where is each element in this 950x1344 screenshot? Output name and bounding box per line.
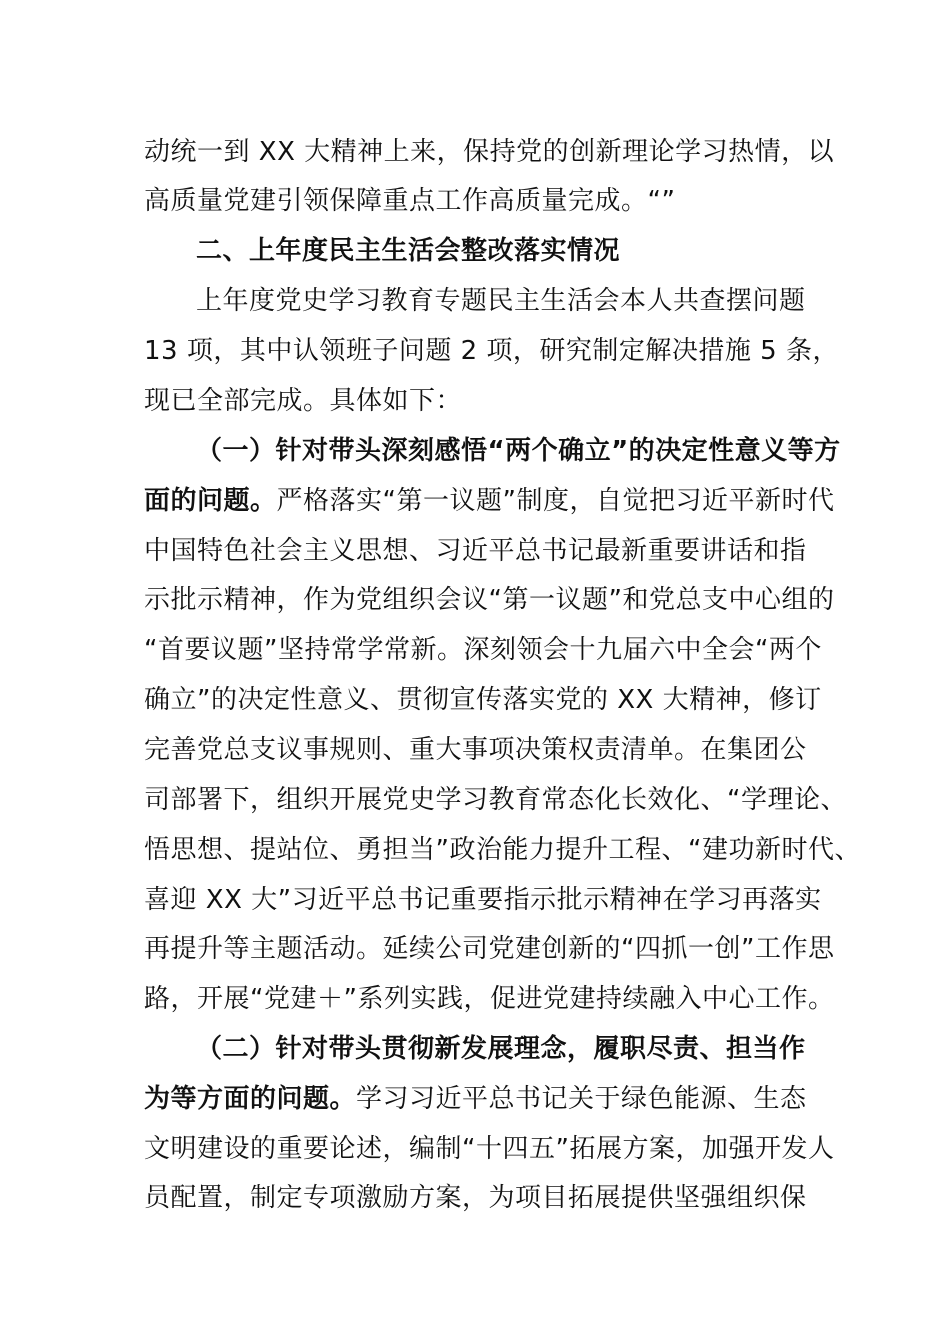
subsection-heading: （一）针对带头深刻感悟“两个确立”的决定性意义等方 <box>196 436 841 466</box>
body-text-line: 员配置，制定专项激励方案，为项目拓展提供坚强组织保 <box>144 1183 807 1213</box>
body-text-line: 13 项，其中认领班子问题 2 项，研究制定解决措施 5 条， <box>144 336 839 366</box>
body-text-line: 司部署下，组织开展党史学习教育常态化长效化、“学理论、 <box>144 785 847 815</box>
body-text-line: 高质量党建引领保障重点工作高质量完成。“” <box>144 186 676 216</box>
body-text-line: 路，开展“党建＋”系列实践，促进党建持续融入中心工作。 <box>144 984 835 1014</box>
subsection-heading-tail: 面的问题。 <box>144 486 277 516</box>
body-text-line: 示批示精神，作为党组织会议“第一议题”和党总支中心组的 <box>144 585 835 615</box>
body-text-line: “首要议题”坚持常学常新。深刻领会十九届六中全会“两个 <box>144 635 822 665</box>
body-text-line: 文明建设的重要论述，编制“十四五”拓展方案，加强开发人 <box>144 1134 835 1164</box>
body-text-line: 喜迎 XX 大”习近平总书记重要指示批示精神在学习再落实 <box>144 885 822 915</box>
body-text-line: 中国特色社会主义思想、习近平总书记最新重要讲话和指 <box>144 536 807 566</box>
section-heading: 二、上年度民主生活会整改落实情况 <box>196 236 621 266</box>
subsection-heading: （二）针对带头贯彻新发展理念，履职尽责、担当作 <box>196 1034 806 1064</box>
body-text-line: 确立”的决定性意义、贯彻宣传落实党的 XX 大精神，修订 <box>144 685 822 715</box>
body-text-line: 上年度党史学习教育专题民主生活会本人共查摆问题 <box>196 286 806 316</box>
body-text-line: 现已全部完成。具体如下： <box>144 386 463 416</box>
body-text-line: 再提升等主题活动。延续公司党建创新的“四抓一创”工作思 <box>144 934 835 964</box>
body-text-run: 学习习近平总书记关于绿色能源、生态 <box>356 1084 807 1114</box>
subsection-heading-tail: 为等方面的问题。 <box>144 1084 357 1114</box>
body-text-run: 严格落实“第一议题”制度，自觉把习近平新时代 <box>276 486 835 516</box>
body-text-line <box>144 1082 807 1116</box>
body-text-line: 动统一到 XX 大精神上来，保持党的创新理论学习热情，以 <box>144 137 835 167</box>
body-text-line: 悟思想、提站位、勇担当”政治能力提升工程、“建功新时代、 <box>144 835 861 865</box>
body-text-line: 完善党总支议事规则、重大事项决策权责清单。在集团公 <box>144 735 807 765</box>
body-text-line <box>144 484 834 518</box>
